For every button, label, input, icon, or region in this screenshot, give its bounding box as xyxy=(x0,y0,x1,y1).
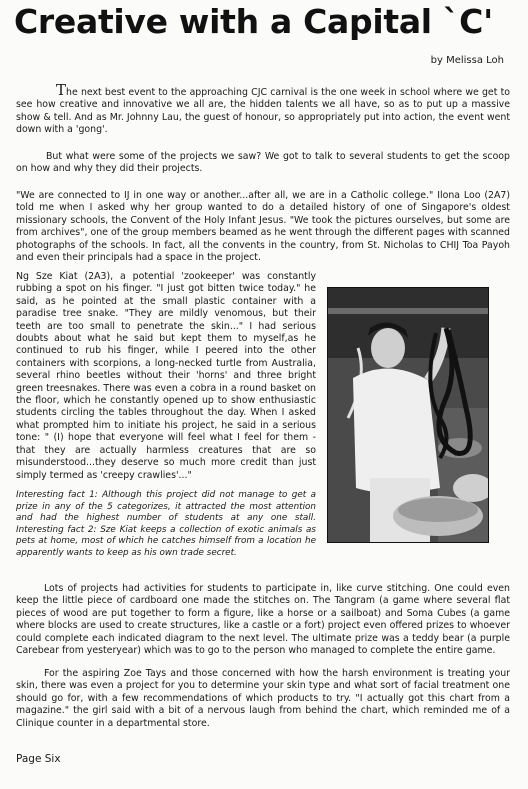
paragraph-6: For the aspiring Zoe Tays and those concerned with how the harsh environment is treating your skin, there was even a project for you to determine your skin type and what sort of facial treatment one should go for, with a few recommendations of which products to try. "I actually got this chart from a magazine." the girl said with a bit of a nervous laugh from behind the chart, which reminded me of a Clinique counter in a departmental store. xyxy=(16,668,510,729)
paragraph-2: But what were some of the projects we saw? We got to talk to several students to get the scoop on how and why they did their projects. xyxy=(16,151,510,175)
paragraph-1-text: he next best event to the approaching CJC carnival is the one week in school where we get to see how creative and innovative we all are, the hidden talents we all have, so as to put up a massive show & tell. And as Mr. Johnny Lau, the guest of honour, so appropriately put into action, the event went down with a 'gong'. xyxy=(16,87,510,136)
paragraph-5: Lots of projects had activities for students to participate in, like curve stitching. One could even keep the little piece of cardboard one made the stitches on. The Tangram (a game where several flat pieces of wood are put together to form a figure, like a horse or a sailboat) and Soma Cubes (a game where blocks are used to create structures, like a castle or a fort) project even offered prizes to whoever could complete each indicated diagram to the next level. The ultimate prize was a teddy bear (a purple Carebear from yesteryear) which was to go to the person who managed to complete the entire game. xyxy=(16,583,510,657)
paragraph-4 xyxy=(16,271,316,482)
interesting-facts: Interesting fact 1: Although this project did not manage to get a prize in any of the 5 categorizes, it attracted the most attention and had the highest number of students at any one stall. Interesting fact 2: Sze Kiat keeps a collection of exotic animals as pets at home, most of which he catches himself from a location he apparently wants to keep as his own trade secret. xyxy=(16,490,316,558)
paragraph-3: "We are connected to IJ in one way or another...after all, we are in a Catholic college." Ilona Loo (2A7) told me when I asked why her group wanted to do a detailed history of one of Singapore's oldest missionary schools, the Convent of the Holy Infant Jesus. "We took the pictures ourselves, but some are from archives", one of the group members beamed as he went through the different pages with scanned photographs of the schools. In fact, all the convents in the country, from St. Nicholas to CHIJ Toa Payoh and even their principals had a space in the project. xyxy=(16,190,510,264)
paragraph-4-initial: N xyxy=(16,271,24,282)
page-title: Creative with a Capital `C' xyxy=(14,2,493,41)
photo-illustration xyxy=(328,288,488,542)
paragraph-1-initial: T xyxy=(56,81,67,99)
paragraph-1 xyxy=(16,81,510,137)
student-with-snake-photo xyxy=(327,287,489,543)
paragraph-4-text: g Sze Kiat (2A3), a potential 'zookeeper' was constantly rubbing a spot on his finger. "I just got bitten twice today." he said, as he pointed at the small plastic container with a paradise tree snake. "They are mildly venomous, but their teeth are too small to penetrate the skin..." I had serious doubts about what he said but kept them to myself,as he continued to rub his finger, while I peered into the other containers with scorpions, a long-necked turtle from Australia, several rhino beetles without their 'horns' and three bright green treesnakes. There was even a cobra in a round basket on the floor, which he constantly opened up to show enthusiastic students circling the tables throughout the day. When I asked what prompted him to initiate his project, he said in a serious tone: " (I) hope that everyone will feel what I feel for them - that they are actually harmless creatures that are so misunderstood...they deserve so much more credit than just simply termed as 'creepy crawlies'..." xyxy=(16,271,316,481)
page-number-footer: Page Six xyxy=(16,753,61,765)
byline: by Melissa Loh xyxy=(430,55,504,66)
